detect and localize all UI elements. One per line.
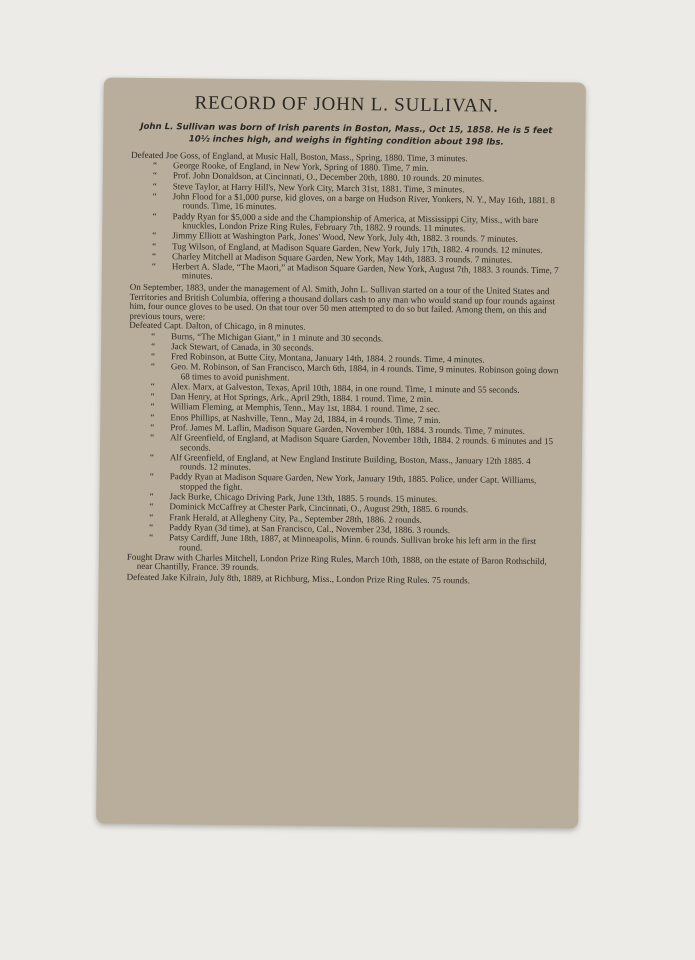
ditto-mark: “	[149, 471, 154, 482]
ditto-mark: “	[152, 170, 157, 181]
entry-text: Dan Henry, at Hot Springs, Ark., April 29th, 1884. 1 round. Time, 2 min.	[170, 391, 434, 405]
entry-text: Geo. M. Robinson, of San Francisco, March 6th, 1884, in 4 rounds. Time, 9 minutes. Robinson going down 68 times to avoid punishment.	[170, 361, 559, 383]
ditto-mark: “	[151, 260, 157, 271]
entry-text: Paddy Ryan at Madison Square Garden, New York, January 19th, 1885. Police, under Capt. Williams, stopped the fight.	[169, 471, 537, 493]
ditto-mark: “	[150, 380, 155, 392]
ditto-mark: “	[149, 511, 154, 522]
ditto-mark: “	[149, 501, 154, 512]
entry-text: Patsy Cardiff, June 18th, 1887, at Minneapolis, Minn. 6 rounds. Sullivan broke his left arm in the first round.	[169, 532, 537, 553]
first-record-entries	[130, 161, 561, 285]
second-record-entries	[127, 331, 559, 556]
entry-text: Fred Robinson, at Butte City, Montana, January 14th, 1884. 2 rounds. Time, 4 minutes.	[170, 351, 485, 365]
intro-text: John L. Sullivan was born of Irish parents in Boston, Mass., Oct 15, 1858. He is 5 feet 10½ inches high, and weighs in fighting condition about 198 lbs.	[140, 121, 553, 148]
ditto-mark: “	[149, 451, 155, 462]
ditto-mark: “	[152, 210, 157, 221]
ditto-mark: “	[152, 190, 157, 201]
ditto-mark: “	[149, 491, 154, 502]
defeated-label: Defeated	[131, 149, 164, 161]
ditto-mark: “	[150, 431, 155, 442]
entry-text: William Fleming, at Memphis, Tenn., May 1st, 1884. 1 round. Time, 2 sec.	[170, 401, 441, 415]
closing-line: Defeated Jake Kilrain, July 8th, 1889, at Richburg, Miss., London Prize Ring Rules. 75 rounds.	[126, 571, 471, 585]
ditto-mark: “	[151, 340, 156, 351]
card-title: RECORD OF JOHN L. SULLIVAN.	[194, 92, 499, 117]
ditto-mark: “	[151, 330, 156, 341]
lead-text: Capt. Dalton, of Chicago, in 8 minutes.	[164, 320, 306, 333]
closing-lines	[127, 553, 557, 587]
ditto-mark: “	[150, 421, 155, 432]
ditto-mark: “	[152, 230, 157, 241]
entry-text: Steve Taylor, at Harry Hill's, New York City, March 31st, 1881. Time, 3 minutes.	[172, 180, 465, 194]
first-record-section	[127, 151, 561, 587]
defeated-label: Defeated	[129, 320, 162, 331]
ditto-mark: “	[152, 160, 158, 171]
entry-text: Jimmy Elliott at Washington Park, Jones' Wood, New York, July 4th, 1882. 3 rounds. 7 minutes.	[172, 230, 518, 245]
record-card	[96, 77, 586, 828]
lead-text: Joe Goss, of England, at Music Hall, Boston, Mass., Spring, 1880. Time, 3 minutes.	[165, 150, 468, 164]
entry-text: Frank Herald, at Allegheny City, Pa., September 28th, 1886. 2 rounds.	[169, 511, 423, 525]
ditto-mark: “	[149, 521, 154, 532]
ditto-mark: “	[152, 180, 157, 191]
entry-text: Prof. James M. Laflin, Madison Square Garden, November 10th, 1884. 3 rounds. Time, 7 minutes.	[170, 421, 526, 436]
entry-text: Charley Mitchell at Madison Square Garden, New York, May 14th, 1883. 3 rounds. 7 minutes.	[172, 250, 513, 265]
entry-text: Alex. Marx, at Galveston, Texas, April 10th, 1884, in one round. Time, 1 minute and 55 seconds.	[170, 381, 520, 395]
entry-text: Alf Greenfield, of England, at Madison Square Garden, November 18th, 1884. 2 rounds. 6 minutes and 15 seconds.	[170, 432, 554, 453]
ditto-mark: “	[149, 531, 154, 543]
entry-text: Burns, “The Michigan Giant,” in 1 minute and 30 seconds.	[171, 330, 384, 344]
ditto-mark: “	[150, 351, 156, 362]
ditto-mark: “	[150, 391, 155, 402]
entry-text: Paddy Ryan (3d time), at San Francisco, Cal., November 23d, 1886. 3 rounds.	[169, 522, 451, 535]
entry-text: Jack Burke, Chicago Driving Park, June 13th, 1885. 5 rounds. 15 minutes.	[169, 491, 438, 505]
entry-text: George Rooke, of England, in New York, Spring of 1880. Time, 7 min.	[172, 160, 429, 174]
ditto-mark: “	[152, 240, 157, 251]
entry-text: Jack Stewart, of Canada, in 30 seconds.	[171, 341, 314, 353]
ditto-mark: “	[150, 401, 155, 412]
entry-text: Herbert A. Slade, “The Maori,” at Madison Square Garden, New York, August 7th, 1883. 3 rounds. Time, 7 minutes.	[171, 261, 559, 282]
entry-text: Alf Greenfield, of England, at New England Institute Building, Boston, Mass., January 12th 1885. 4 rounds. 12 minutes.	[169, 451, 531, 473]
entry-text: Prof. John Donaldson, at Cincinnati, O., December 20th, 1880. 10 rounds. 20 minutes.	[172, 170, 485, 184]
entry-text: Dominick McCaffrey at Chester Park, Cincinnati, O., August 29th, 1885. 6 rounds.	[169, 501, 469, 515]
ditto-mark: “	[150, 411, 155, 422]
entry-text: Paddy Ryan for $5,000 a side and the Championship of America, at Mississippi City, Miss., with bare knuckles, London Prize Ring Rules, February 7th, 1882. 9 rounds. 11 minutes.	[172, 210, 539, 234]
ditto-mark: “	[150, 361, 155, 372]
entry-text: John Flood for a $1,000 purse, kid gloves, on a barge on Hudson River, Yonkers, N. Y., May 16th, 1881. 8 rounds. Time, 16 minutes.	[172, 190, 555, 212]
entry-text: Enos Phillips, at Nashville, Tenn., May 2d, 1884, in 4 rounds. Time, 7 min.	[170, 411, 441, 425]
closing-line: Fought Draw with Charles Mitchell, London Prize Ring Rules, March 10th, 1888, on the estate of Baron Rothschild, near Chantilly, France. 39 rounds.	[126, 551, 547, 573]
tour-paragraph: On September, 1883, under the management of Al. Smith, John L. Sullivan started on a tour of the United States and Territories and British Columbia, offering a thousand dollars cash to any man who would stand up four rounds against him, four ounce gloves to be used. On that tour over 50 men attempted to do so but failed. Among them, on this and previous tours, were:	[129, 281, 556, 322]
entry-text: Tug Wilson, of England, at Madison Square Garden, New York, July 17th, 1882. 4 rounds. 12 minutes.	[172, 240, 543, 255]
ditto-mark: “	[152, 250, 157, 261]
